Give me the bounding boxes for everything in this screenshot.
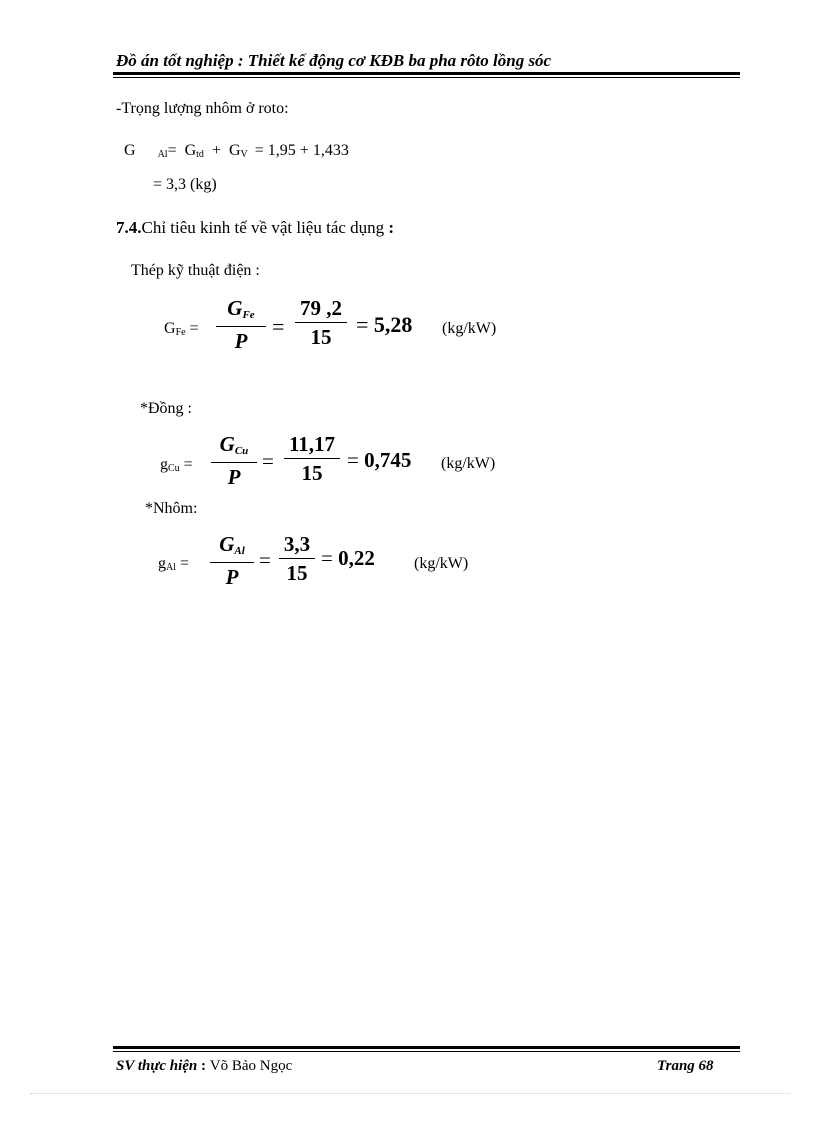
aluminum-weight-label: -Trọng lượng nhôm ở roto: xyxy=(116,100,289,117)
formula-lhs: G xyxy=(124,142,136,159)
copper-result-group xyxy=(347,448,411,473)
copper-lhs-symbol: g xyxy=(160,456,168,473)
steel-result-group xyxy=(356,312,412,338)
header-title: Đồ án tốt nghiệp : Thiết kế động cơ KĐB ba pha rôto lồng sóc xyxy=(116,51,552,70)
aluminum-result-group xyxy=(321,546,375,571)
steel-eq1: = xyxy=(189,320,199,337)
footer-page-number: Trang 68 xyxy=(657,1058,714,1074)
aluminum-num-symbol: GAl xyxy=(219,532,245,557)
aluminum-lhs-symbol: g xyxy=(158,555,166,572)
formula-eq: = xyxy=(167,142,177,159)
aluminum-eq3: = xyxy=(321,546,333,570)
steel-fraction-symbolic xyxy=(216,296,266,353)
aluminum-result: 0,22 xyxy=(338,546,375,570)
footer-rule-thin xyxy=(113,1051,740,1052)
aluminum-unit: (kg/kW) xyxy=(414,555,469,572)
copper-num-value: 11,17 xyxy=(288,432,336,456)
section-title: Chỉ tiêu kinh tế về vật liệu tác dụng xyxy=(141,218,385,237)
copper-lhs-sub: Cu xyxy=(168,463,180,474)
copper-eq2: = xyxy=(262,449,274,473)
aluminum-weight-formula xyxy=(124,142,349,160)
bottom-dotted-line xyxy=(30,1093,790,1094)
steel-unit: (kg/kW) xyxy=(442,320,497,337)
copper-den-symbol: P xyxy=(227,465,241,489)
copper-eq3: = xyxy=(347,448,359,472)
copper-fraction-values xyxy=(284,432,340,485)
section-heading xyxy=(116,218,394,238)
steel-label: Thép kỹ thuật điện : xyxy=(131,262,260,279)
steel-eq2: = xyxy=(272,314,285,339)
copper-eq1: = xyxy=(183,456,193,473)
footer-colon: : xyxy=(197,1058,210,1074)
aluminum-lhs-sub: Al xyxy=(166,562,176,573)
steel-eq3: = xyxy=(356,312,369,337)
steel-den-symbol: P xyxy=(234,329,248,353)
steel-lhs xyxy=(164,320,199,338)
formula-rhs: = 1,95 + 1,433 xyxy=(254,142,349,159)
copper-label: *Đồng : xyxy=(140,400,192,417)
formula-term1: G xyxy=(184,142,197,159)
aluminum-fraction-values xyxy=(279,532,315,585)
footer-author xyxy=(116,1058,292,1075)
footer-rule-thick xyxy=(113,1046,740,1049)
aluminum-num-value: 3,3 xyxy=(283,532,311,556)
header-rule-thin xyxy=(113,77,740,78)
formula-term1-sub: td xyxy=(196,149,204,160)
aluminum-den-symbol: P xyxy=(225,565,239,589)
copper-den-value: 15 xyxy=(301,461,323,485)
formula-plus: + xyxy=(211,142,221,159)
copper-num-symbol: GCu xyxy=(219,432,249,457)
copper-fraction-symbolic xyxy=(211,432,257,489)
footer-author-label: SV thực hiện xyxy=(116,1058,198,1074)
aluminum-fraction-symbolic xyxy=(210,532,254,589)
copper-result: 0,745 xyxy=(364,448,412,472)
section-colon: : xyxy=(384,218,395,237)
aluminum-eq2: = xyxy=(259,548,271,572)
steel-fraction-values xyxy=(295,296,347,349)
steel-num-value: 79 ,2 xyxy=(300,296,342,320)
aluminum-eq1: = xyxy=(180,555,190,572)
formula-term2-sub: V xyxy=(240,149,248,160)
steel-den-value: 15 xyxy=(310,325,332,349)
formula-term2: G xyxy=(228,142,241,159)
aluminum-weight-result: = 3,3 (kg) xyxy=(153,176,217,193)
formula-lhs-sub: Al xyxy=(157,149,168,160)
copper-lhs xyxy=(160,456,193,474)
steel-num-symbol: GFe xyxy=(227,296,255,321)
steel-result: 5,28 xyxy=(373,312,413,337)
aluminum-den-value: 15 xyxy=(286,561,308,585)
aluminum-label: *Nhôm: xyxy=(145,500,198,517)
steel-lhs-symbol: G xyxy=(164,320,176,337)
header-rule-thick xyxy=(113,72,740,75)
aluminum-lhs xyxy=(158,555,189,573)
copper-unit: (kg/kW) xyxy=(441,455,496,472)
footer-author-name: Võ Bảo Ngọc xyxy=(209,1058,293,1074)
steel-lhs-sub: Fe xyxy=(175,327,186,338)
section-number: 7.4. xyxy=(116,218,142,237)
